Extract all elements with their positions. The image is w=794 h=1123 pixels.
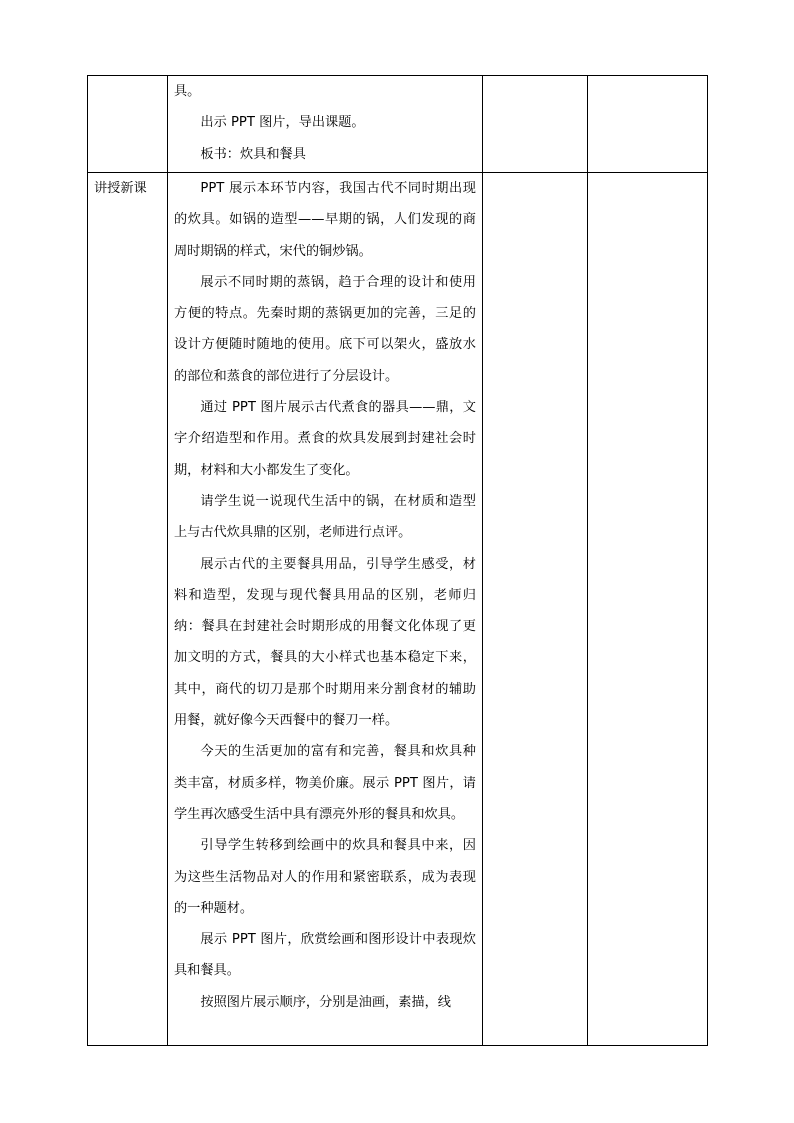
student-activity-cell [483,173,588,1046]
stage-label: 讲授新课 [94,181,147,196]
lesson-plan-table [87,75,708,1046]
paragraph: 展示 PPT 图片，欣赏绘画和图形设计中表现炊具和餐具。 [174,932,476,979]
design-intent-cell [588,173,708,1046]
paragraph: 按照图片展示顺序，分别是油画，素描，线 [200,994,451,1010]
content-cell [168,173,483,1046]
paragraph: 通过 PPT 图片展示古代煮食的器具——鼎，文字介绍造型和作用。煮食的炊具发展到封建社会时期，材料和大小都发生了变化。 [174,400,476,478]
paragraph: 今天的生活更加的富有和完善，餐具和炊具种类丰富，材质多样，物美价廉。展示 PPT 图片，请学生再次感受生活中具有漂亮外形的餐具和炊具。 [174,744,476,822]
table-row [88,76,708,173]
stage-cell [88,76,168,173]
paragraph: 出示 PPT 图片，导出课题。 [200,115,365,131]
paragraph: 请学生说一说现代生活中的锅，在材质和造型上与古代炊具鼎的区别，老师进行点评。 [174,493,476,541]
content-cell [168,76,483,173]
paragraph: 板书：炊具和餐具 [200,146,306,162]
paragraph: 展示古代的主要餐具用品，引导学生感受，材料和造型，发现与现代餐具用品的区别，老师归纳：餐具在封建社会时期形成的用餐文化体现了更加文明的方式，餐具的大小样式也基本稳定下来，其中，商代的切刀是那个时期用来分割食材的辅助用餐，就好像今天西餐中的餐刀一样。 [174,556,476,729]
paragraph: 引导学生转移到绘画中的炊具和餐具中来，因为这些生活物品对人的作用和紧密联系，成为表现的一种题材。 [174,838,476,916]
paragraph: PPT 展示本环节内容，我国古代不同时期出现的炊具。如锅的造型——早期的锅，人们发现的商周时期锅的样式，宋代的铜炒锅。 [174,181,476,259]
design-intent-cell [588,76,708,173]
paragraph: 具。 [174,84,201,99]
stage-cell [88,173,168,1046]
paragraph: 展示不同时期的蒸锅，趋于合理的设计和使用方便的特点。先秦时期的蒸锅更加的完善，三足的设计方便随时随地的使用。底下可以架火，盛放水的部位和蒸食的部位进行了分层设计。 [174,274,476,384]
table-row [88,173,708,1046]
student-activity-cell [483,76,588,173]
